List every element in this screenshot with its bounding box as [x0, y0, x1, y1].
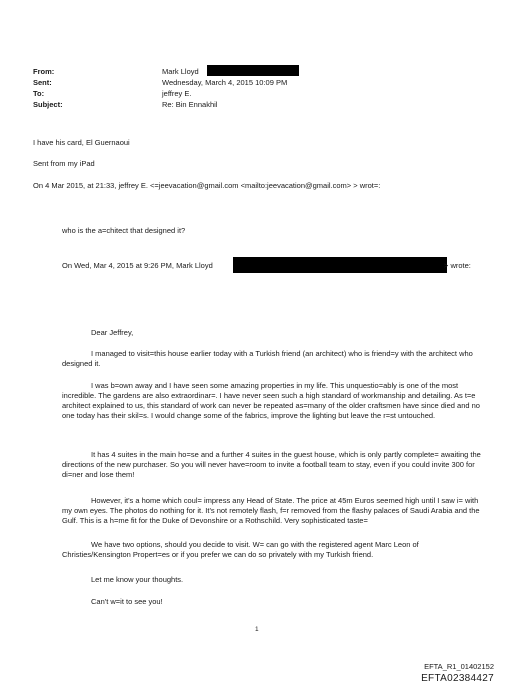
redaction-block [207, 65, 299, 76]
subject-value: Re: Bin Ennakhil [162, 100, 218, 109]
question-line: who is the a=chitect that designed it? [62, 226, 186, 235]
quote2-intro-left: On Wed, Mar 4, 2015 at 9:26 PM, Mark Lloyd [62, 261, 213, 270]
paragraph-4: However, it's a home which coul= impress any Head of State. The price at 45m Euros seemed high until I saw i= with my own eyes. The photos do nothing for it. It's not remotely flash, f=r removed from the flashy palaces of Saudi Arabia and the Gulf. This is a h=me fit for the Duke of Devonshire or a Rothschild. Very sophisticated taste= [62, 496, 480, 526]
paragraph-5: We have two options, should you decide to visit. W= can go with the registered agent Marc Leon of Christies/Kensington Propert=es or if you prefer we can do so privately with my Turkish friend. [62, 540, 419, 560]
paragraph-3: It has 4 suites in the main ho=se and a further 4 suites in the guest house, which is only partly complete= awaiting the directions of the new purchaser. So you will never have=room to invite a football team to stay, even if you could invite 300 for di=ner and lose them! [62, 450, 481, 480]
page-number: 1 [255, 626, 259, 633]
paragraph-2: I was b=own away and I have seen some amazing properties in my life. This unquestio=ably is one of the most incredible. The gardens are also extraordinar=. I have never seen such a high standard of workmanship and detailing. As t=e architect explained to us, this standard of work can never be repeated as=many of the older craftsmen have since died and no one today has their skil=s. I would change some of the fabrics, improve the lighting but leave the r=st untouched. [62, 381, 480, 421]
doc-id-secondary: EFTA02384427 [421, 673, 494, 684]
sent-label: Sent: [33, 78, 52, 87]
quote2-intro-right: > wrote: [444, 261, 471, 270]
sent-value: Wednesday, March 4, 2015 10:09 PM [162, 78, 288, 87]
body-line-sent-from: Sent from my iPad [33, 159, 95, 168]
paragraph-6: Let me know your thoughts. [91, 575, 184, 584]
from-value: Mark Lloyd [162, 67, 199, 76]
quote-intro: On 4 Mar 2015, at 21:33, jeffrey E. <=jeevacation@gmail.com <mailto:jeevacation@gmail.com> > wrot=: [33, 181, 381, 190]
salutation: Dear Jeffrey, [91, 328, 134, 337]
from-label: From: [33, 67, 55, 76]
paragraph-7: Can't w=it to see you! [91, 597, 163, 606]
to-value: jeffrey E. [162, 89, 192, 98]
doc-id-primary: EFTA_R1_01402152 [424, 662, 494, 671]
subject-label: Subject: [33, 100, 63, 109]
redaction-block [233, 257, 447, 273]
paragraph-1: I managed to visit=this house earlier today with a Turkish friend (an architect) who is friend=y with the architect who designed it. [62, 349, 473, 369]
body-line-card: I have his card, El Guernaoui [33, 138, 130, 147]
to-label: To: [33, 89, 45, 98]
